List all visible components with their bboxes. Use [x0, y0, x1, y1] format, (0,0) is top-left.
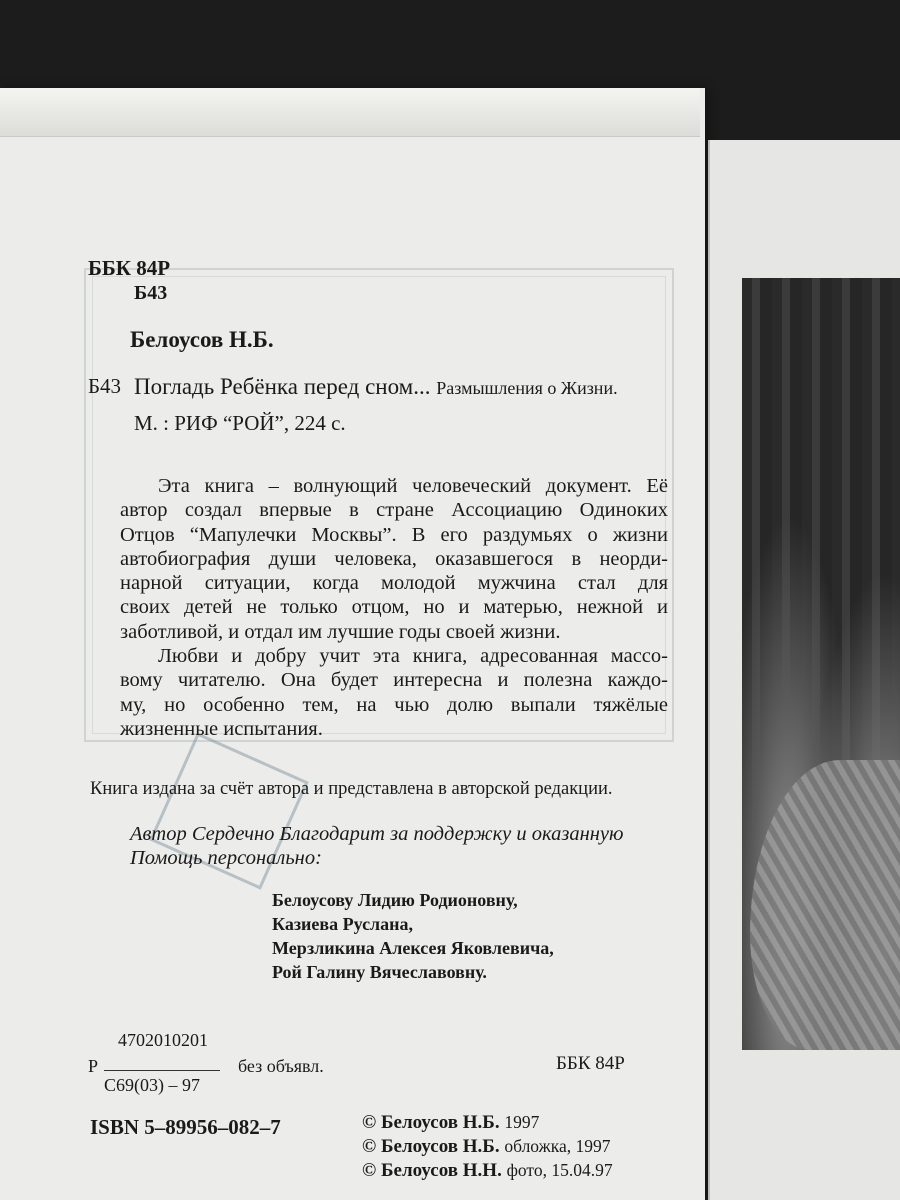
- page-edge: [0, 88, 700, 137]
- thanks-line-2: Помощь персонально:: [130, 847, 322, 869]
- text-line: вому читателю. Она будет интересна и полезна каждо-: [120, 669, 668, 692]
- book-title-line: [134, 374, 618, 400]
- thanks-names: [272, 888, 554, 984]
- copyright-line: [362, 1112, 539, 1134]
- thanks-name: Мерзликина Алексея Яковлевича,: [272, 938, 554, 958]
- thanks-line-1: Автор Сердечно Благодарит за поддержку и оказанную: [130, 823, 624, 845]
- catalog-code-bottom: С69(03) – 97: [104, 1075, 200, 1095]
- book-title: Погладь Ребёнка перед сном...: [134, 374, 431, 399]
- text-line: му, но особенно тем, на чью долю выпали тяжёлые: [120, 693, 668, 716]
- text-line: Эта книга – волнующий человеческий документ. Её: [158, 475, 668, 497]
- text-line: Любви и добру учит эта книга, адресованная массо-: [158, 645, 668, 667]
- text-line: жизненные испытания.: [120, 717, 323, 740]
- bbk-code: ББК 84Р: [88, 256, 171, 280]
- text-line: заботливой, и отдал им лучшие годы своей жизни.: [120, 620, 561, 643]
- book-subtitle: Размышления о Жизни.: [436, 378, 618, 398]
- copyright-holder: © Белоусов Н.Б.: [362, 1112, 500, 1133]
- no-ads-note: без объявл.: [238, 1056, 324, 1076]
- copyright-note: фото, 15.04.97: [506, 1160, 613, 1180]
- thanks-name: Казиева Руслана,: [272, 914, 414, 934]
- copyright-line: [362, 1136, 610, 1158]
- author-mark: Б43: [134, 282, 168, 304]
- catalog-code-top: 4702010201: [118, 1030, 208, 1050]
- annotation-paragraph-2: [120, 644, 668, 741]
- text-line: Отцов “Мапулечки Москвы”. В его раздумьях о жизни: [120, 523, 668, 546]
- author-mark-side: Б43: [88, 374, 122, 398]
- text-line: своих детей не только отцом, но и матерью, нежной и: [120, 596, 668, 619]
- copyright-note: 1997: [504, 1112, 540, 1132]
- thanks-text: [130, 822, 623, 870]
- text-line: автобиография души человека, оказавшегося в неорди-: [120, 547, 668, 570]
- isbn: ISBN 5–89956–082–7: [90, 1115, 281, 1139]
- copyright-holder: © Белоусов Н.Н.: [362, 1160, 502, 1181]
- annotation-paragraph-1: [120, 474, 668, 644]
- text-line: автор создал впервые в стране Ассоциацию Одиноких: [120, 499, 668, 522]
- thanks-name: Рой Галину Вячеславовну.: [272, 962, 487, 982]
- text-line: нарной ситуации, когда молодой мужчина стал для: [120, 572, 668, 595]
- copyright-note: обложка, 1997: [504, 1136, 611, 1156]
- bbk-code-bottom: ББК 84Р: [556, 1053, 625, 1074]
- publisher-info: М. : РИФ “РОЙ”, 224 с.: [134, 411, 346, 435]
- catalog-letter: Р: [88, 1056, 99, 1076]
- thanks-name: Белоусову Лидию Родионовну,: [272, 890, 518, 910]
- copyright-line: [362, 1160, 613, 1182]
- fraction-rule: [104, 1070, 220, 1071]
- copyright-holder: © Белоусов Н.Б.: [362, 1136, 500, 1157]
- author-name: Белоусов Н.Б.: [130, 327, 274, 352]
- published-note: Книга издана за счёт автора и представлена в авторской редакции.: [90, 779, 613, 799]
